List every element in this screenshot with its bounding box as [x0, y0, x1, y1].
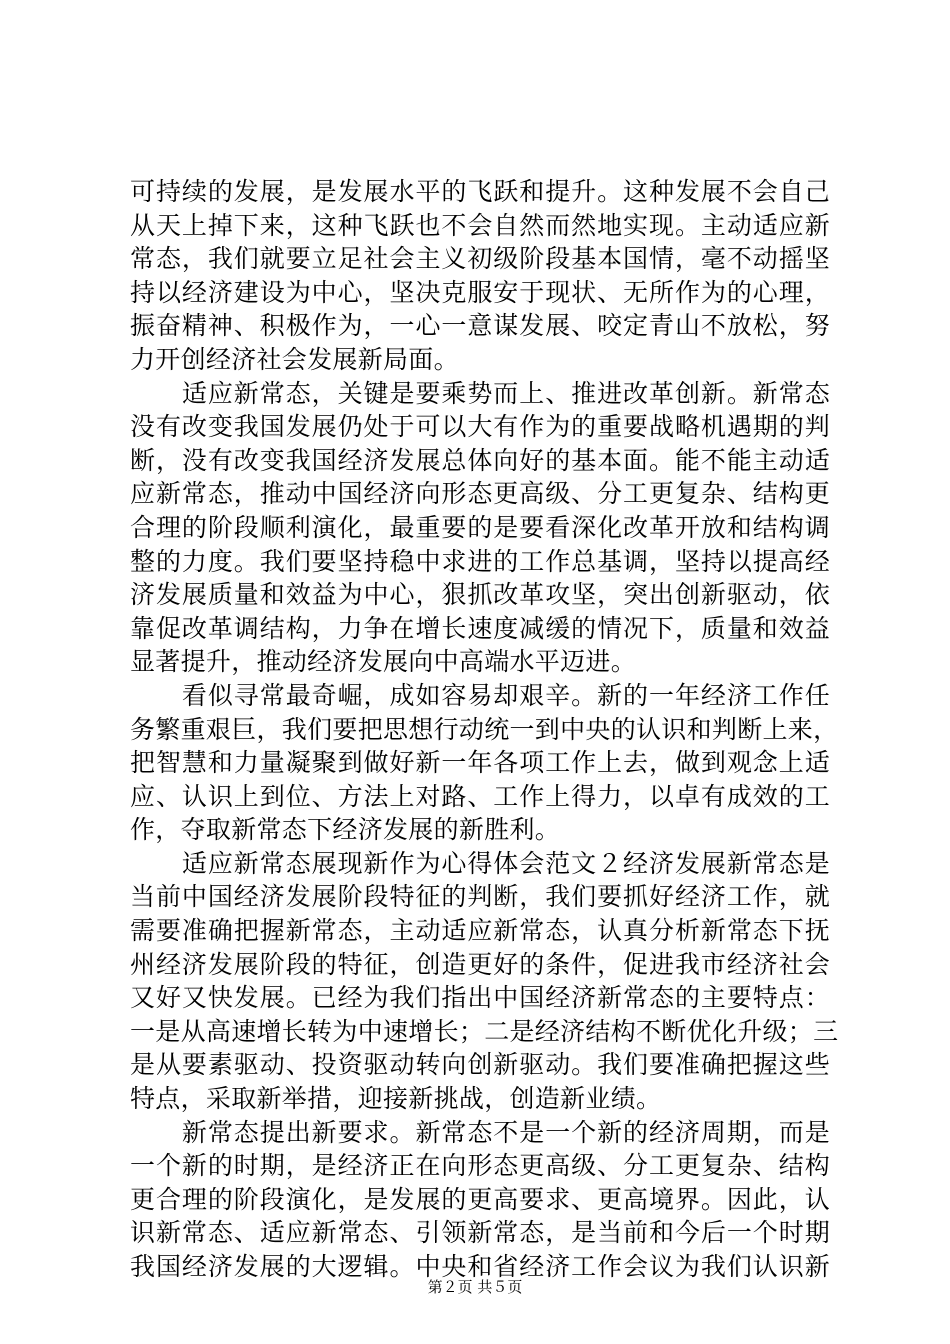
- text-line: 可持续的发展，是发展水平的飞跃和提升。这种发展不会自己: [130, 177, 830, 206]
- text-line: 振奋精神、积极作为，一心一意谋发展、咬定青山不放松，努: [130, 311, 830, 341]
- text-line: 需要准确把握新常态，主动适应新常态，认真分析新常态下抚: [130, 916, 830, 946]
- text-line: 当前中国经济发展阶段特征的判断，我们要抓好经济工作，就: [130, 882, 830, 912]
- text-line: 我国经济发展的大逻辑。中央和省经济工作会议为我们认识新: [130, 1252, 830, 1281]
- text-line: 是从要素驱动、投资驱动转向创新驱动。我们要准确把握这些: [130, 1050, 830, 1080]
- text-line: 显著提升，推动经济发展向中高端水平迈进。: [130, 647, 637, 677]
- text-line: 务繁重艰巨，我们要把思想行动统一到中央的认识和判断上来，: [130, 714, 839, 744]
- text-line: 又好又快发展。已经为我们指出中国经济新常态的主要特点：: [130, 983, 830, 1013]
- text-line: 常态，我们就要立足社会主义初级阶段基本国情，毫不动摇坚: [130, 244, 830, 274]
- text-line: 新常态提出新要求。新常态不是一个新的经济周期，而是: [130, 1117, 830, 1147]
- text-line: 作，夺取新常态下经济发展的新胜利。: [130, 815, 561, 845]
- document-body: [130, 175, 839, 1284]
- text-line: 断，没有改变我国经济发展总体向好的基本面。能不能主动适: [130, 445, 830, 475]
- text-line: 济发展质量和效益为中心，狠抓改革攻坚，突出创新驱动，依: [130, 580, 830, 610]
- text-line: 识新常态、适应新常态、引领新常态，是当前和今后一个时期: [130, 1218, 830, 1248]
- text-line: 特点，采取新举措，迎接新挑战，创造新业绩。: [130, 1084, 662, 1114]
- text-line: 一个新的时期，是经济正在向形态更高级、分工更复杂、结构: [130, 1151, 830, 1181]
- page-number-footer: 第２页 共５页: [427, 1278, 523, 1296]
- text-line: 把智慧和力量凝聚到做好新一年各项工作上去，做到观念上适: [130, 748, 830, 778]
- text-line: 持以经济建设为中心，坚决克服安于现状、无所作为的心理，: [130, 277, 830, 307]
- text-line: 州经济发展阶段的特征，创造更好的条件，促进我市经济社会: [130, 949, 830, 979]
- text-line: 应新常态，推动中国经济向形态更高级、分工更复杂、结构更: [130, 479, 830, 509]
- text-line: 整的力度。我们要坚持稳中求进的工作总基调，坚持以提高经: [130, 546, 830, 576]
- text-line: 没有改变我国发展仍处于可以大有作为的重要战略机遇期的判: [130, 412, 830, 442]
- text-line: 适应新常态展现新作为心得体会范文２经济发展新常态是: [130, 848, 830, 878]
- text-line: 从天上掉下来，这种飞跃也不会自然而然地实现。主动适应新: [130, 210, 830, 240]
- text-line: 力开创经济社会发展新局面。: [130, 344, 459, 374]
- text-line: 看似寻常最奇崛，成如容易却艰辛。新的一年经济工作任: [130, 680, 830, 710]
- text-line: 一是从高速增长转为中速增长；二是经济结构不断优化升级；三: [130, 1016, 839, 1046]
- text-line: 靠促改革调结构，力争在增长速度减缓的情况下，质量和效益: [130, 613, 830, 643]
- text-line: 应、认识上到位、方法上对路、工作上得力，以卓有成效的工: [130, 781, 830, 811]
- text-line: 合理的阶段顺利演化，最重要的是要看深化改革开放和结构调: [130, 512, 830, 542]
- text-line: 更合理的阶段演化，是发展的更高要求、更高境界。因此，认: [130, 1184, 830, 1214]
- text-line: 适应新常态，关键是要乘势而上、推进改革创新。新常态: [130, 378, 830, 408]
